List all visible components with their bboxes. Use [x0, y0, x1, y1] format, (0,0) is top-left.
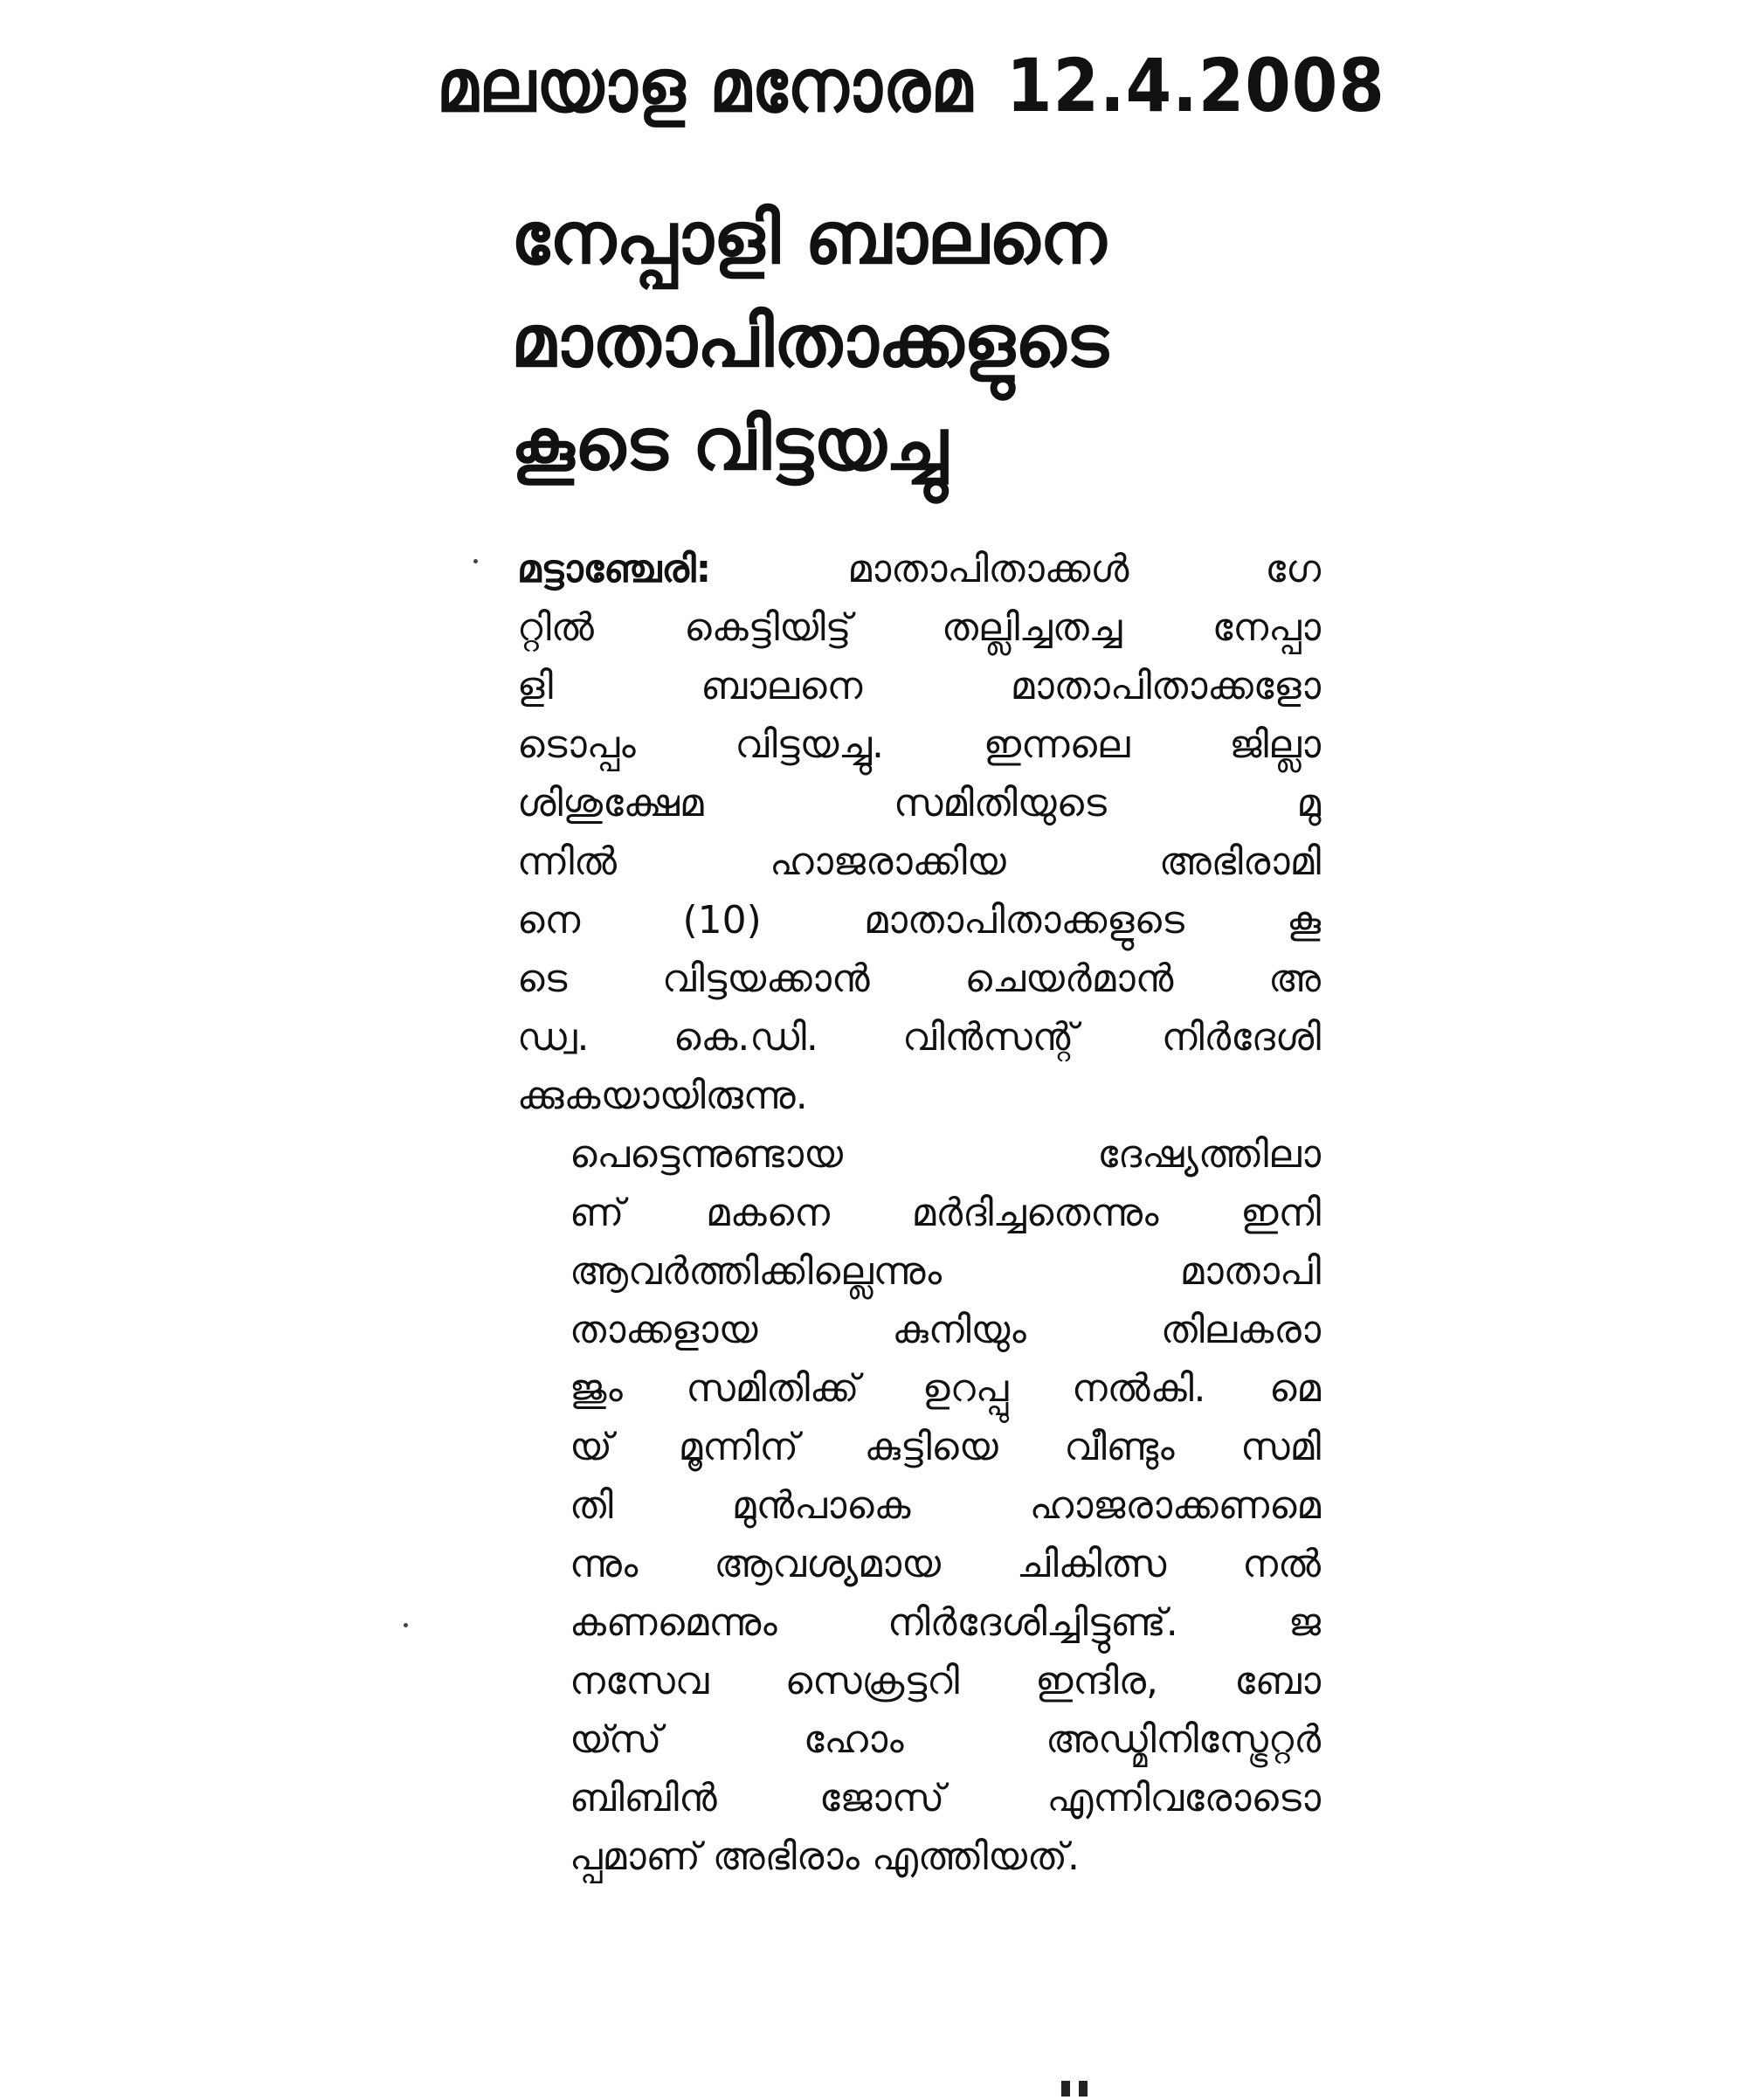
- clipping-edge-marks: [1061, 2081, 1114, 2097]
- article-line: ന്നിൽ ഹാജരാക്കിയ അഭിരാമി: [517, 839, 1321, 884]
- scan-speck: [404, 1623, 408, 1627]
- article-body: [517, 540, 1321, 1886]
- edge-mark: [1061, 2081, 1070, 2097]
- article-line: ബിബിൻ ജോസ് എന്നിവരോടൊ: [570, 1776, 1321, 1820]
- article-line: [517, 540, 1321, 598]
- article-line: തി മുൻപാകെ ഹാജരാക്കണമെ: [570, 1483, 1321, 1528]
- article-line: കണമെന്നും നിർദേശിച്ചിട്ടുണ്ട്. ജ: [570, 1600, 1321, 1645]
- article-line: ആവർത്തിക്കില്ലെന്നും മാതാപി: [570, 1249, 1321, 1294]
- article-line: നെ (10) മാതാപിതാക്കളുടെ കൂ: [517, 898, 1321, 943]
- article-line: ണ് മകനെ മർദിച്ചതെന്നും ഇനി: [570, 1191, 1321, 1235]
- scan-speck: [473, 559, 478, 563]
- article-line: പ്പമാണ് അഭിരാം എത്തിയത്.: [570, 1834, 1080, 1879]
- article-line: പെട്ടെന്നുണ്ടായ ദേഷ്യത്തിലാ: [570, 1132, 1321, 1177]
- headline-line: മാതാപിതാക്കളുടെ: [511, 300, 1108, 383]
- article-line: ടൊപ്പം വിട്ടയച്ചു. ഇന്നലെ ജില്ലാ: [517, 722, 1321, 767]
- article-line: ളി ബാലനെ മാതാപിതാക്കളോ: [517, 664, 1321, 708]
- article-line: നസേവ സെക്രട്ടറി ഇന്ദിര, ബോ: [570, 1659, 1321, 1703]
- headline-line: കൂടെ വിട്ടയച്ചു: [511, 404, 948, 487]
- article-line: താക്കളായ കുനിയും തിലകരാ: [570, 1308, 1321, 1352]
- article-line: യ്സ് ഹോം അഡ്മിനിസ്ട്രേറ്റർ: [570, 1717, 1321, 1762]
- publication-date: 12.4.2008: [1006, 43, 1385, 128]
- article-line: ജും സമിതിക്ക് ഉറപ്പു നൽകി. മെ: [570, 1366, 1321, 1411]
- dateline: മട്ടാഞ്ചേരി:: [517, 547, 712, 591]
- article-line: ടെ വിട്ടയക്കാൻ ചെയർമാൻ അ: [517, 957, 1321, 1001]
- article-line: ശിശുക്ഷേമ സമിതിയുടെ മു: [517, 781, 1321, 825]
- article-line-text: മാതാപിതാക്കൾ ഗേ: [847, 547, 1321, 591]
- newspaper-name: മലയാള മനോരമ: [437, 43, 973, 128]
- article-paragraph: [517, 1125, 1321, 1886]
- article-line: റ്റിൽ കെട്ടിയിട്ട് തല്ലിച്ചതച്ച നേപ്പാ: [517, 605, 1321, 650]
- headline-line: നേപ്പാളി ബാലനെ: [511, 197, 1107, 280]
- article-paragraph: [517, 540, 1321, 1125]
- article-line: യ് മൂന്നിന് കുട്ടിയെ വീണ്ടും സമി: [570, 1425, 1321, 1469]
- headline: [511, 188, 1350, 497]
- article-line: ന്നും ആവശ്യമായ ചികിത്സ നൽ: [570, 1542, 1321, 1586]
- edge-mark: [1079, 2081, 1088, 2097]
- article-line: ഡ്വ. കെ.ഡി. വിൻസന്റ് നിർദേശി: [517, 1015, 1321, 1060]
- article-line: ക്കുകയായിരുന്നു.: [517, 1074, 808, 1118]
- masthead: [437, 33, 1385, 138]
